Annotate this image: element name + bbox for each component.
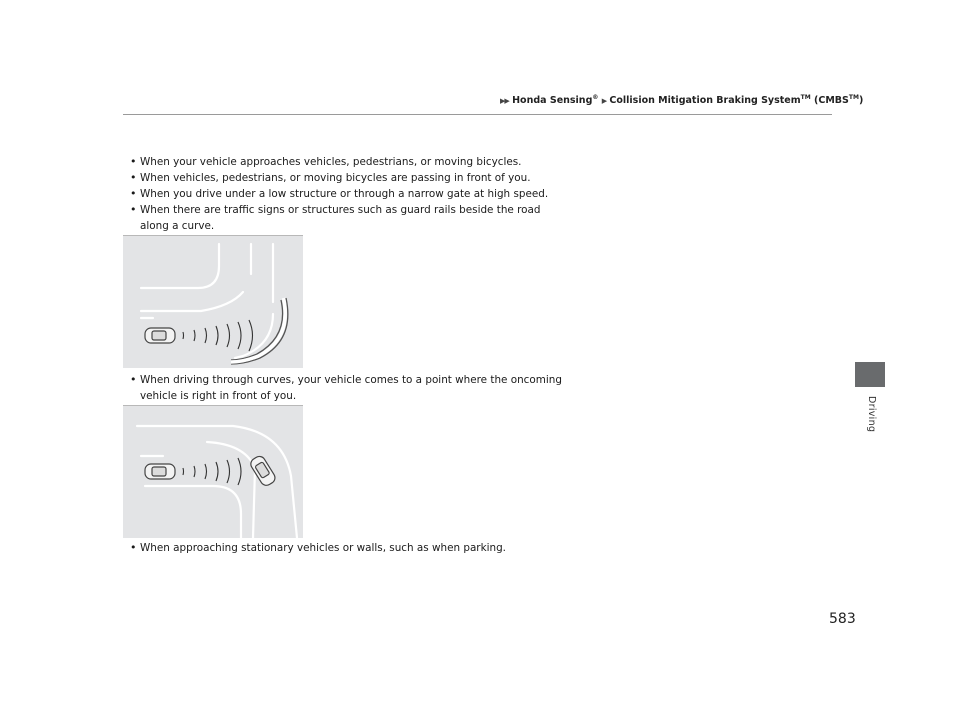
curve-road-diagram <box>123 236 303 368</box>
oncoming-vehicle-diagram <box>123 406 303 538</box>
page-number: 583 <box>829 611 856 627</box>
list-item: • When approaching stationary vehicles or walls, such as when parking. <box>130 540 570 556</box>
radar-waves-icon <box>183 320 253 351</box>
oncoming-car-icon <box>249 454 278 487</box>
breadcrumb-section: Honda Sensing <box>512 95 593 107</box>
list-item: • When driving through curves, your vehicle comes to a point where the oncoming vehicle is right in front of you. <box>130 372 570 404</box>
bullet-list-middle <box>130 372 570 404</box>
registered-mark: ® <box>592 94 599 101</box>
list-item: • When you drive under a low structure or through a narrow gate at high speed. <box>130 186 570 202</box>
breadcrumb-header <box>500 94 863 106</box>
oncoming-vehicle-illustration <box>123 405 303 538</box>
trademark-mark: TM <box>800 94 811 101</box>
bullet-list-bottom <box>130 540 570 556</box>
header-divider <box>123 114 832 115</box>
list-item: • When vehicles, pedestrians, or moving bicycles are passing in front of you. <box>130 170 570 186</box>
car-icon <box>145 464 175 479</box>
list-item: • When your vehicle approaches vehicles, pedestrians, or moving bicycles. <box>130 154 570 170</box>
trademark-mark-2: TM <box>848 94 859 101</box>
chapter-tab-marker <box>855 362 885 387</box>
list-item: • When there are traffic signs or structures such as guard rails beside the road along a curve. <box>130 202 570 234</box>
chapter-tab-label: Driving <box>866 396 877 433</box>
radar-waves-icon <box>183 458 241 485</box>
curve-guardrail-illustration <box>123 235 303 368</box>
breadcrumb-arrows-icon: ▶▶ <box>500 97 509 106</box>
bullet-list-top <box>130 154 570 234</box>
car-icon <box>145 328 175 343</box>
breadcrumb-abbr-open: (CMBS <box>810 95 849 107</box>
breadcrumb-subsection: Collision Mitigation Braking System <box>609 95 801 107</box>
breadcrumb-separator-icon: ▶ <box>601 97 607 106</box>
breadcrumb-abbr-close: ) <box>858 95 864 107</box>
